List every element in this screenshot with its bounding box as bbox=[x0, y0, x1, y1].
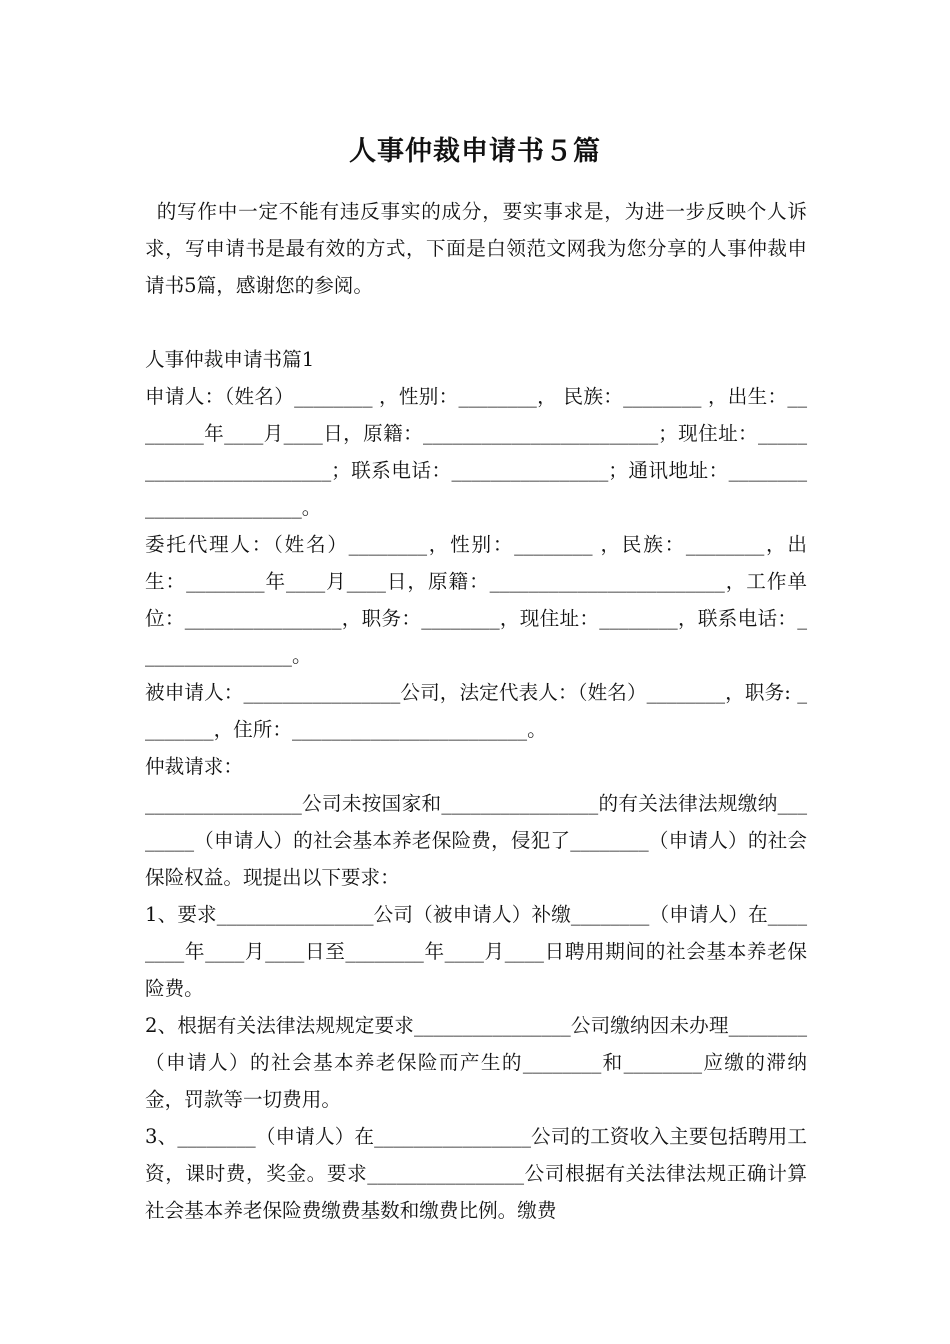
claim-item-1: 1、要求________________公司（被申请人）补缴________（申请人）在________年____月____日至________年____月____日聘用期间的社会基本养老保险费。 bbox=[145, 903, 807, 1000]
respondent-paragraph: 被申请人：________________公司，法定代表人：（姓名）________，职务: ________，住所：________________________。 bbox=[145, 681, 807, 741]
claims-intro-paragraph: ________________公司未按国家和________________的有关法律法规缴纳________（申请人）的社会基本养老保险费，侵犯了________（申请人）的社会保险权益。现提出以下要求： bbox=[145, 792, 807, 889]
intro-paragraph: 的写作中一定不能有违反事实的成分，要实事求是，为进一步反映个人诉求，写申请书是最有效的方式，下面是白领范文网我为您分享的人事仲裁申请书5篇，感谢您的参阅。 bbox=[145, 200, 807, 297]
applicant-paragraph: 申请人：（姓名）________ ，性别：________， 民族：________ ，出生：________年____月____日，原籍：________________________；现住址：________________________；联系电话：________________；通讯地址：________________________。 bbox=[145, 385, 807, 519]
claim-item-2: 2、根据有关法律法规规定要求________________公司缴纳因未办理________（申请人）的社会基本养老保险而产生的________和________应缴的滞纳金，罚款等一切费用。 bbox=[145, 1014, 807, 1111]
agent-paragraph: 委托代理人：（姓名）________，性别：________ ，民族：________，出生：________年____月____日，原籍：________________________，工作单位：________________，职务：________，现住址：________，联系电话：________________。 bbox=[145, 533, 807, 667]
paragraph-gap bbox=[145, 304, 807, 341]
document-body bbox=[145, 193, 807, 1229]
claim-item-3: 3、________（申请人）在________________公司的工资收入主要包括聘用工资，课时费，奖金。要求________________公司根据有关法律法规正确计算社会基本养老保险费缴费基数和缴费比例。缴费 bbox=[145, 1125, 807, 1222]
section-heading: 人事仲裁申请书篇1 bbox=[145, 348, 315, 371]
claims-heading: 仲裁请求： bbox=[145, 755, 243, 778]
document-title: 人事仲裁申请书５篇 bbox=[349, 136, 601, 167]
